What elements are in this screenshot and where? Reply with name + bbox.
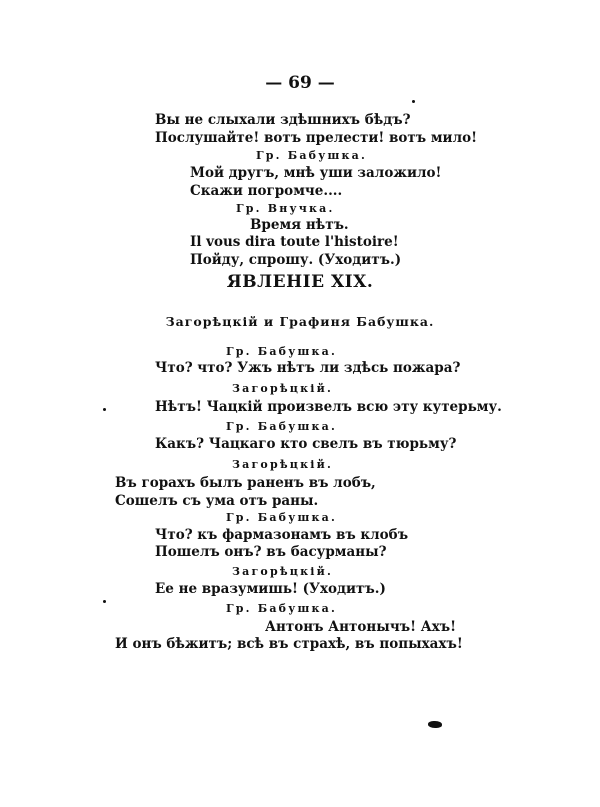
- verse-line: Ее не вразумишь! (Уходитъ.): [155, 581, 386, 597]
- verse-line: Пошелъ онъ? въ басурманы?: [155, 544, 387, 560]
- verse-line: Мой другъ, мнѣ уши заложило!: [190, 165, 442, 181]
- ink-speck: [103, 600, 106, 603]
- verse-line: Что? что? Ужъ нѣтъ ли здѣсь пожара?: [155, 360, 461, 376]
- speaker-name: Гр. Бабушка.: [226, 420, 337, 433]
- verse-line: Время нѣтъ.: [250, 217, 349, 233]
- verse-line: Il vous dira toute l'histoire!: [190, 234, 399, 250]
- verse-line: Вы не слыхали здѣшнихъ бѣдъ?: [155, 112, 411, 128]
- verse-line: Нѣтъ! Чацкій произвелъ всю эту кутерьму.: [155, 399, 502, 415]
- verse-line: Въ горахъ былъ раненъ въ лобъ,: [115, 475, 376, 491]
- page-number: — 69 —: [265, 73, 335, 93]
- verse-line: Послушайте! вотъ прелести! вотъ мило!: [155, 130, 478, 146]
- verse-line: Пойду, спрошу. (Уходитъ.): [190, 252, 402, 268]
- speaker-name: Гр. Бабушка.: [226, 511, 337, 524]
- verse-line: Скажи погромче....: [190, 183, 343, 199]
- verse-line: И онъ бѣжитъ; всѣ въ страхѣ, въ попыхахъ!: [115, 636, 463, 652]
- speaker-name: Загорѣцкій.: [232, 565, 334, 578]
- verse-line: Сошелъ съ ума отъ раны.: [115, 493, 319, 509]
- ink-speck: [412, 100, 415, 103]
- verse-line: Что? къ фармазонамъ въ клобъ: [155, 527, 409, 543]
- speaker-name: Гр. Бабушка.: [226, 345, 337, 358]
- ink-speck: [103, 408, 106, 411]
- scene-characters: Загорѣцкій и Графиня Бабушка.: [165, 314, 435, 329]
- speaker-name: Гр. Бабушка.: [226, 602, 337, 615]
- verse-line: Антонъ Антонычъ! Ахъ!: [265, 619, 457, 635]
- ink-smudge: [428, 721, 442, 728]
- scene-heading: ЯВЛЕНІЕ XIX.: [226, 272, 374, 292]
- speaker-name: Гр. Бабушка.: [256, 149, 367, 162]
- speaker-name: Загорѣцкій.: [232, 382, 334, 395]
- verse-line: Какъ? Чацкаго кто свелъ въ тюрьму?: [155, 436, 457, 452]
- speaker-name: Гр. Внучка.: [236, 202, 335, 215]
- speaker-name: Загорѣцкій.: [232, 458, 334, 471]
